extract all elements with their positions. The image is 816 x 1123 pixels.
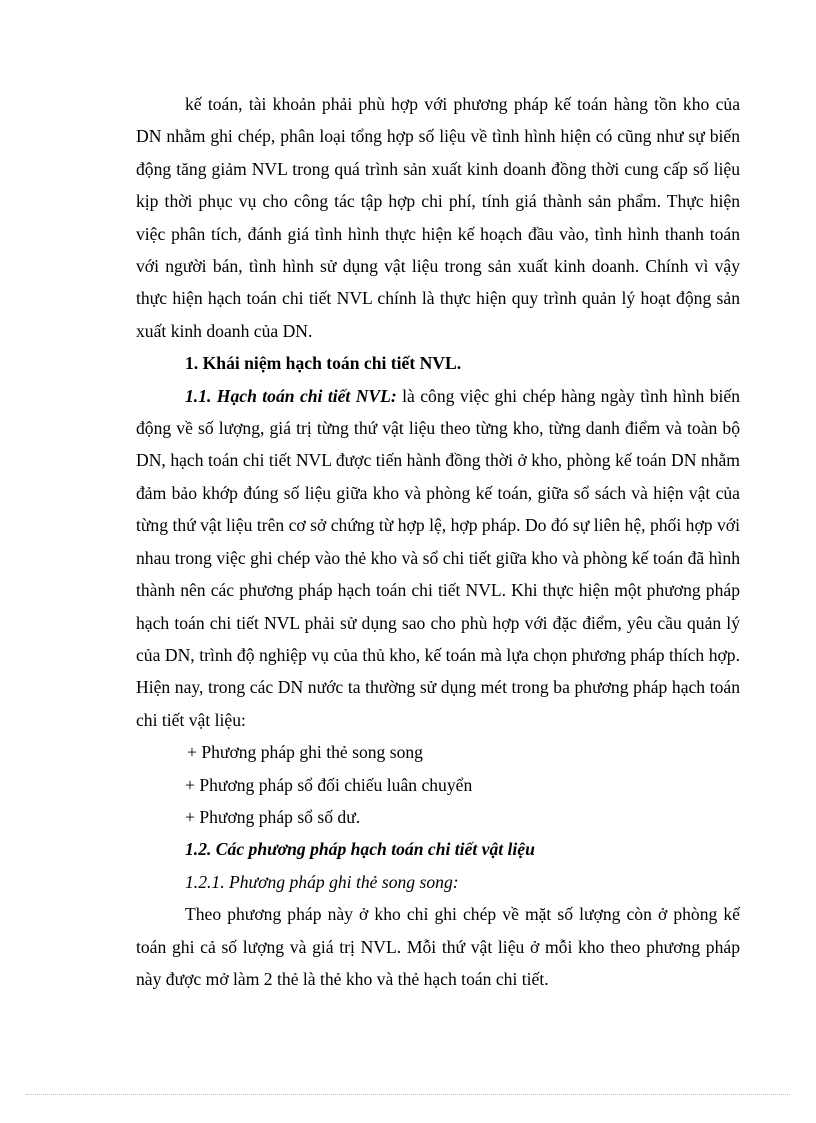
- section-1-1-label: 1.1. Hạch toán chi tiết NVL:: [185, 385, 397, 406]
- section-1-2-heading: 1.2. Các phương pháp hạch toán chi tiết vật liệu: [185, 839, 535, 860]
- method-item: + Phương pháp sổ đối chiếu luân chuyển: [185, 774, 473, 795]
- body-text: [136, 88, 740, 995]
- section-1-heading: 1. Khái niệm hạch toán chi tiết NVL.: [185, 353, 462, 374]
- section-1-2-1-paragraph: Theo phương pháp này ở kho chỉ ghi chép về mặt số lượng còn ở phòng kế toán ghi cả số lượng và giá trị NVL. Mỗi thứ vật liệu ở mỗi kho theo phương pháp này được mở làm 2 thẻ là thẻ kho và thẻ hạch toán chi tiết.: [136, 904, 740, 989]
- section-1-1-paragraph: [136, 380, 740, 736]
- method-item: + Phương pháp sổ số dư.: [185, 806, 361, 827]
- intro-paragraph: kế toán, tài khoản phải phù hợp với phương pháp kế toán hàng tồn kho của DN nhằm ghi chép, phân loại tổng hợp số liệu về tình hình hiện có cũng như sự biến động tăng giảm NVL trong quá trình sản xuất kinh doanh đồng thời cung cấp số liệu kịp thời phục vụ cho công tác tập hợp chi phí, tính giá thành sản phẩm. Thực hiện việc phân tích, đánh giá tình hình thực hiện kế hoạch đầu vào, tình hình thanh toán với người bán, tình hình sử dụng vật liệu trong sản xuất kinh doanh. Chính vì vậy thực hiện hạch toán chi tiết NVL chính là thực hiện quy trình quản lý hoạt động sản xuất kinh doanh của DN.: [136, 94, 740, 341]
- page-bottom-divider: [26, 1094, 790, 1095]
- section-1-2-1-heading: 1.2.1. Phương pháp ghi thẻ song song:: [185, 871, 459, 892]
- method-item: + Phương pháp ghi thẻ song song: [187, 742, 423, 763]
- section-1-1-text: là công việc ghi chép hàng ngày tình hình biến động về số lượng, giá trị từng thứ vật liệu theo từng kho, từng danh điểm và toàn bộ DN, hạch toán chi tiết NVL được tiến hành đồng thời ở kho, phòng kế toán DN nhằm đảm bảo khớp đúng số liệu giữa kho và phòng kế toán, giữa sổ sách và hiện vật của từng thứ vật liệu trên cơ sở chứng từ hợp lệ, hợp pháp. Do đó sự liên hệ, phối hợp với nhau trong việc ghi chép vào thẻ kho và sổ chi tiết giữa kho và phòng kế toán đã hình thành nên các phương pháp hạch toán chi tiết NVL. Khi thực hiện một phương pháp hạch toán chi tiết NVL phải sử dụng sao cho phù hợp với đặc điểm, yêu cầu quản lý của DN, trình độ nghiệp vụ của thủ kho, kế toán mà lựa chọn phương pháp thích hợp. Hiện nay, trong các DN nước ta thường sử dụng mét trong ba phương pháp hạch toán chi tiết vật liệu:: [136, 385, 740, 730]
